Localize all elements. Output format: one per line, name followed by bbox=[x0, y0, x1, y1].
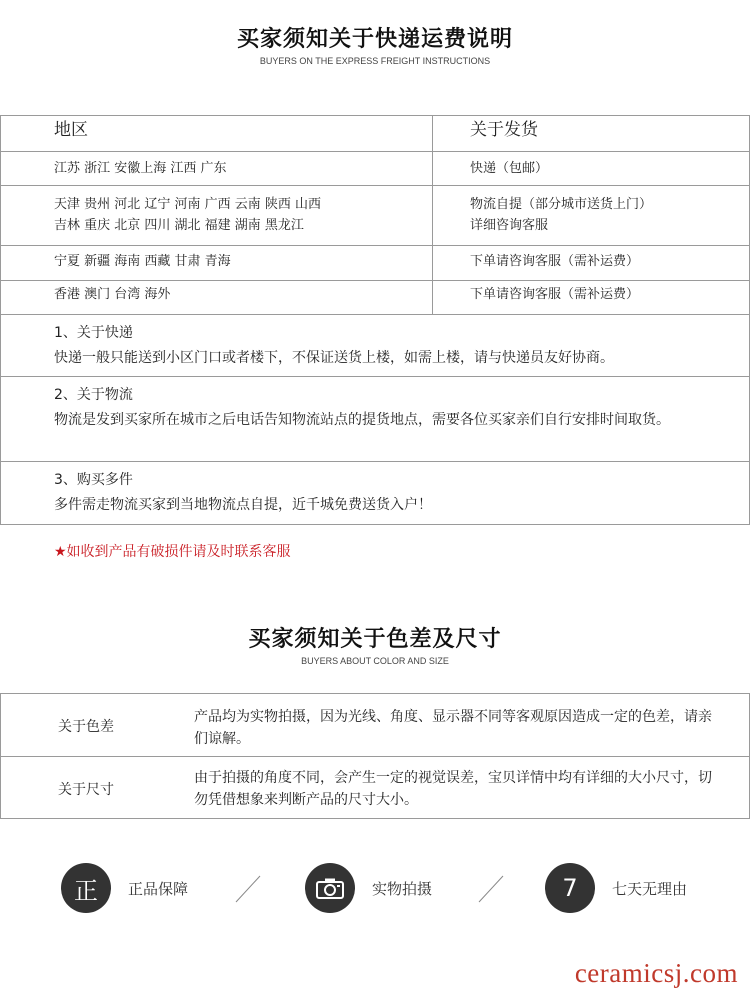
section-subtitle-shipping: BUYERS ON THE EXPRESS FREIGHT INSTRUCTIONS bbox=[259, 56, 491, 66]
feature-label-real-photo: 实物拍摄 bbox=[372, 880, 433, 898]
section-subtitle-color-size: BUYERS ABOUT COLOR AND SIZE bbox=[301, 656, 449, 666]
divider-slash bbox=[475, 874, 507, 904]
table-row-region: 吉林 重庆 北京 四川 湖北 福建 湖南 黑龙江 bbox=[54, 218, 304, 233]
size-text: 由于拍摄的角度不同，会产生一定的视觉误差，宝贝详情中均有详细的大小尺寸，切勿凭借想象来判断产品的尺寸大小。 bbox=[194, 770, 712, 808]
note-title: 3、购买多件 bbox=[54, 472, 133, 488]
note-body: 多件需走物流买家到当地物流点自提，近千城免费送货入户！ bbox=[54, 497, 432, 513]
note-title: 2、关于物流 bbox=[54, 387, 133, 403]
table-row-shipping: 详细咨询客服 bbox=[470, 218, 549, 233]
table-row-shipping: 下单请咨询客服（需补运费） bbox=[470, 254, 640, 269]
section-title-color-size: 买家须知关于色差及尺寸 bbox=[248, 627, 502, 652]
table-row-shipping: 快递（包邮） bbox=[470, 161, 549, 176]
feature-label-seven-day: 七天无理由 bbox=[612, 880, 688, 898]
table-row-region: 江苏 浙江 安徽上海 江西 广东 bbox=[54, 161, 227, 176]
note-body: 快递一般只能送到小区门口或者楼下，不保证送货上楼，如需上楼，请与快递员友好协商。 bbox=[54, 350, 614, 366]
table-row-shipping: 下单请咨询客服（需补运费） bbox=[470, 287, 640, 302]
table-row-region: 天津 贵州 河北 辽宁 河南 广西 云南 陕西 山西 bbox=[54, 197, 322, 212]
seven-icon: 7 bbox=[545, 863, 595, 913]
table-row-region: 香港 澳门 台湾 海外 bbox=[54, 287, 171, 302]
table-row-shipping: 物流自提（部分城市送货上门） bbox=[470, 197, 653, 212]
color-diff-text: 产品均为实物拍摄，因为光线、角度、显示器不同等客观原因造成一定的色差，请亲们谅解。 bbox=[194, 709, 712, 747]
table-header-shipping: 关于发货 bbox=[470, 120, 538, 140]
note-title: 1、关于快递 bbox=[54, 325, 133, 341]
size-label: 关于尺寸 bbox=[58, 782, 114, 798]
zheng-icon: 正 bbox=[61, 863, 111, 913]
section-title-shipping: 买家须知关于快递运费说明 bbox=[236, 27, 513, 52]
feature-label-genuine: 正品保障 bbox=[128, 880, 189, 898]
color-diff-label: 关于色差 bbox=[58, 719, 114, 735]
damage-warning: ★如收到产品有破损件请及时联系客服 bbox=[54, 544, 291, 560]
table-header-region: 地区 bbox=[54, 120, 88, 140]
watermark: ceramicsj.com bbox=[574, 958, 738, 988]
note-body: 物流是发到买家所在城市之后电话告知物流站点的提货地点，需要各位买家亲们自行安排时间取货。 bbox=[54, 412, 670, 428]
table-row-region: 宁夏 新疆 海南 西藏 甘肃 青海 bbox=[54, 254, 231, 269]
camera-icon bbox=[305, 863, 355, 913]
divider-slash bbox=[232, 874, 264, 904]
